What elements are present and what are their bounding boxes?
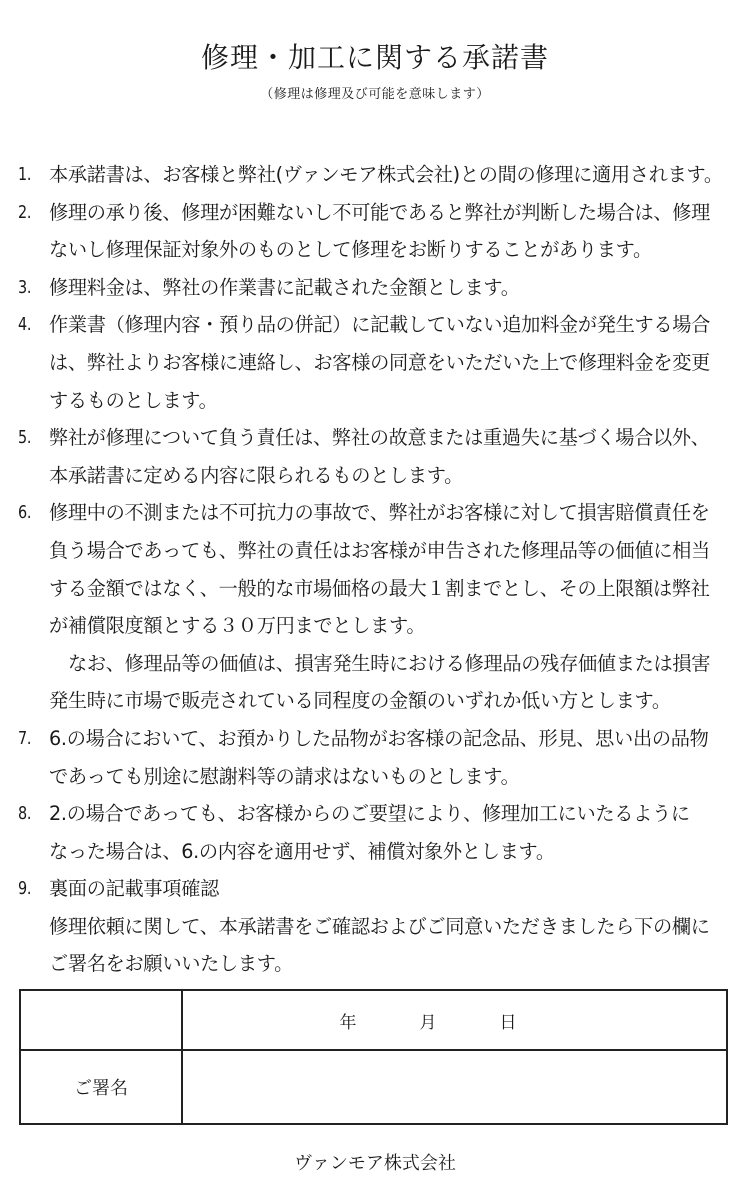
clause-number: 6. <box>18 502 32 524</box>
clause-text: 作業書（修理内容・預り品の併記）に記載していない追加料金が発生する場合 <box>49 313 711 337</box>
clause-4-cont <box>18 382 743 420</box>
clause-text: する金額ではなく、一般的な市場価格の最大１割までとし、その上限額は弊社 <box>49 576 710 600</box>
clause-text: 発生時に市場で販売されている同程度の金額のいずれか低い方とします。 <box>49 689 671 713</box>
clause-7-cont <box>18 758 743 796</box>
clause-3 <box>18 269 743 307</box>
company-name: ヴァンモア株式会社 <box>294 1153 456 1174</box>
clause-6-cont <box>18 532 743 570</box>
clause-1 <box>18 156 743 194</box>
clause-number: 8. <box>18 803 32 825</box>
clause-6-note <box>18 645 743 683</box>
year-label: 年 <box>339 1012 357 1033</box>
clause-9-cont <box>18 945 743 983</box>
clause-text: なった場合は、6.の内容を適用せず、補償対象外とします。 <box>49 839 555 863</box>
signature-label-cell <box>21 1051 183 1123</box>
clause-number: 5. <box>18 427 32 449</box>
clause-text: するものとします。 <box>49 388 218 412</box>
clause-text: 修理依頼に関して、本承諾書をご確認およびご同意いただきましたら下の欄に <box>49 914 710 938</box>
clause-text: 本承諾書は、お客様と弊社(ヴァンモア株式会社)との間の修理に適用されます。 <box>49 163 723 186</box>
day-label: 日 <box>499 1012 517 1033</box>
signature-table <box>19 989 728 1125</box>
date-labels <box>183 991 726 1049</box>
blank-label-cell <box>21 991 183 1051</box>
clause-number: 9. <box>18 878 32 900</box>
clause-text: が補償限度額とする３０万円までとします。 <box>49 614 426 638</box>
clause-number: 2. <box>18 201 32 223</box>
clause-text: 弊社が修理について負う責任は、弊社の故意または重過失に基づく場合以外、 <box>49 426 710 450</box>
clause-text: 2.の場合であっても、お客様からのご要望により、修理加工にいたるように <box>49 802 690 826</box>
clause-8-cont <box>18 833 743 871</box>
clause-text: 6.の場合において、お預かりした品物がお客様の記念品、形見、思い出の品物 <box>49 726 709 750</box>
document-title: 修理・加工に関する承諾書 <box>200 41 549 74</box>
clause-list <box>18 156 743 983</box>
clause-text: 裏面の記載事項確認 <box>49 877 219 901</box>
clause-5-cont <box>18 457 743 495</box>
document-subtitle: （修理は修理及び可能を意味します） <box>260 87 490 102</box>
clause-6-cont <box>18 682 743 720</box>
clause-text: 修理料金は、弊社の作業書に記載された金額とします。 <box>49 275 520 299</box>
clause-text: ご署名をお願いいたします。 <box>49 952 294 976</box>
clause-6-cont <box>18 607 743 645</box>
clause-7 <box>18 720 743 758</box>
clause-9-cont <box>18 908 743 946</box>
clause-text: なお、修理品等の価値は、損害発生時における修理品の残存価値または損害 <box>68 651 711 675</box>
clause-number: 4. <box>18 314 32 336</box>
clause-2 <box>18 194 743 232</box>
clause-4 <box>18 306 743 344</box>
clause-number: 7. <box>18 727 32 749</box>
clause-8 <box>18 795 743 833</box>
clause-text: 修理中の不測または不可抗力の事故で、弊社がお客様に対して損害賠償責任を <box>49 501 710 525</box>
clause-6 <box>18 494 743 532</box>
clause-5 <box>18 419 743 457</box>
clause-2-cont <box>18 231 743 269</box>
clause-9 <box>18 870 743 908</box>
clause-text: であっても別途に慰謝料等の請求はないものとします。 <box>49 764 520 788</box>
clause-number: 3. <box>18 276 32 298</box>
signature-field[interactable] <box>183 1051 726 1123</box>
month-label: 月 <box>419 1012 437 1033</box>
clause-4-cont <box>18 344 743 382</box>
signature-label: ご署名 <box>74 1078 128 1099</box>
clause-text: は、弊社よりお客様に連絡し、お客様の同意をいただいた上で修理料金を変更 <box>49 350 711 374</box>
clause-text: 負う場合であっても、弊社の責任はお客様が申告された修理品等の価値に相当 <box>49 538 710 562</box>
date-field[interactable] <box>183 991 726 1051</box>
clause-text: 修理の承り後、修理が困難ないし不可能であると弊社が判断した場合は、修理 <box>49 200 711 224</box>
clause-6-cont <box>18 570 743 608</box>
clause-number: 1. <box>18 164 32 185</box>
clause-text: ないし修理保証対象外のものとして修理をお断りすることがあります。 <box>49 238 652 262</box>
clause-text: 本承諾書に定める内容に限られるものとします。 <box>49 463 463 487</box>
